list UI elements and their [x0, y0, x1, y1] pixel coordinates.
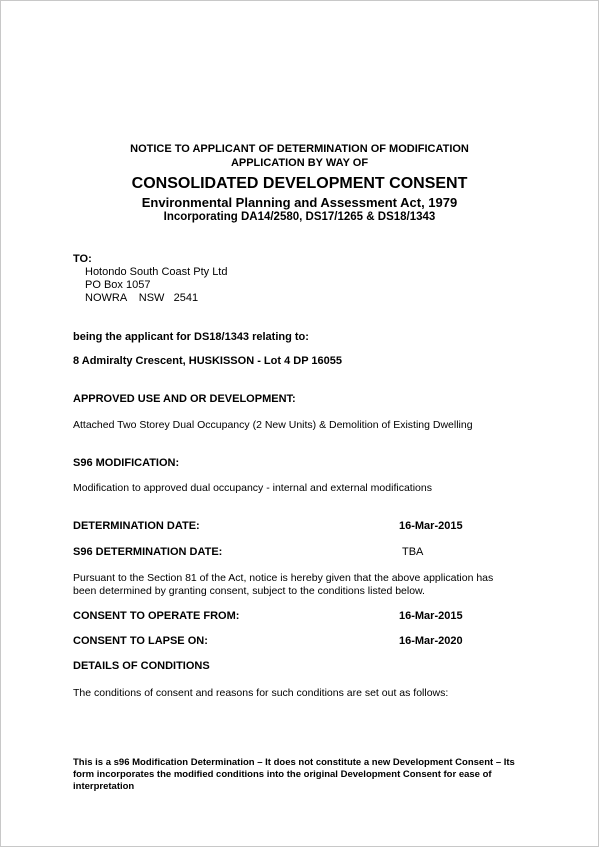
consent-lapse-value: 16-Mar-2020	[399, 635, 463, 647]
s96-determination-date-value: TBA	[402, 546, 424, 558]
s96-modification-heading: S96 MODIFICATION:	[73, 457, 180, 469]
conditions-text: The conditions of consent and reasons for such conditions are set out as follows:	[73, 687, 449, 699]
pursuant-line-1: Pursuant to the Section 81 of the Act, notice is hereby given that the above application has	[73, 572, 494, 584]
property-address: 8 Admiralty Crescent, HUSKISSON - Lot 4 DP 16055	[73, 355, 342, 367]
approved-use-text: Attached Two Storey Dual Occupancy (2 New Units) & Demolition of Existing Dwelling	[73, 419, 473, 431]
notice-heading-line2: APPLICATION BY WAY OF	[230, 157, 369, 169]
to-label: TO:	[73, 253, 92, 265]
determination-date-label: DETERMINATION DATE:	[73, 520, 200, 532]
consent-operate-label: CONSENT TO OPERATE FROM:	[73, 610, 240, 622]
s96-modification-text: Modification to approved dual occupancy - internal and external modifications	[73, 482, 432, 494]
footer-note: This is a s96 Modification Determination – It does not constitute a new Development Consent – Its form incorporates the modified conditions into the original Development Consent for ease of interpretation	[73, 757, 515, 792]
determination-date-value: 16-Mar-2015	[399, 520, 463, 532]
applicant-text: being the applicant for DS18/1343 relating to:	[73, 331, 309, 343]
incorporating-line: Incorporating DA14/2580, DS17/1265 & DS18/1343	[163, 211, 436, 223]
consent-operate-value: 16-Mar-2015	[399, 610, 463, 622]
address-line-2: PO Box 1057	[85, 279, 151, 291]
notice-heading-line1: NOTICE TO APPLICANT OF DETERMINATION OF MODIFICATION	[130, 143, 469, 155]
s96-determination-date-label: S96 DETERMINATION DATE:	[73, 546, 223, 558]
act-title: Environmental Planning and Assessment Act, 1979	[141, 195, 458, 210]
address-line-3: NOWRA NSW 2541	[85, 292, 199, 304]
consent-lapse-label: CONSENT TO LAPSE ON:	[73, 635, 208, 647]
pursuant-line-2: been determined by granting consent, subject to the conditions listed below.	[73, 585, 425, 597]
conditions-heading: DETAILS OF CONDITIONS	[73, 660, 210, 672]
address-line-1: Hotondo South Coast Pty Ltd	[85, 266, 228, 278]
approved-use-heading: APPROVED USE AND OR DEVELOPMENT:	[73, 393, 296, 405]
document-title: CONSOLIDATED DEVELOPMENT CONSENT	[131, 175, 468, 192]
